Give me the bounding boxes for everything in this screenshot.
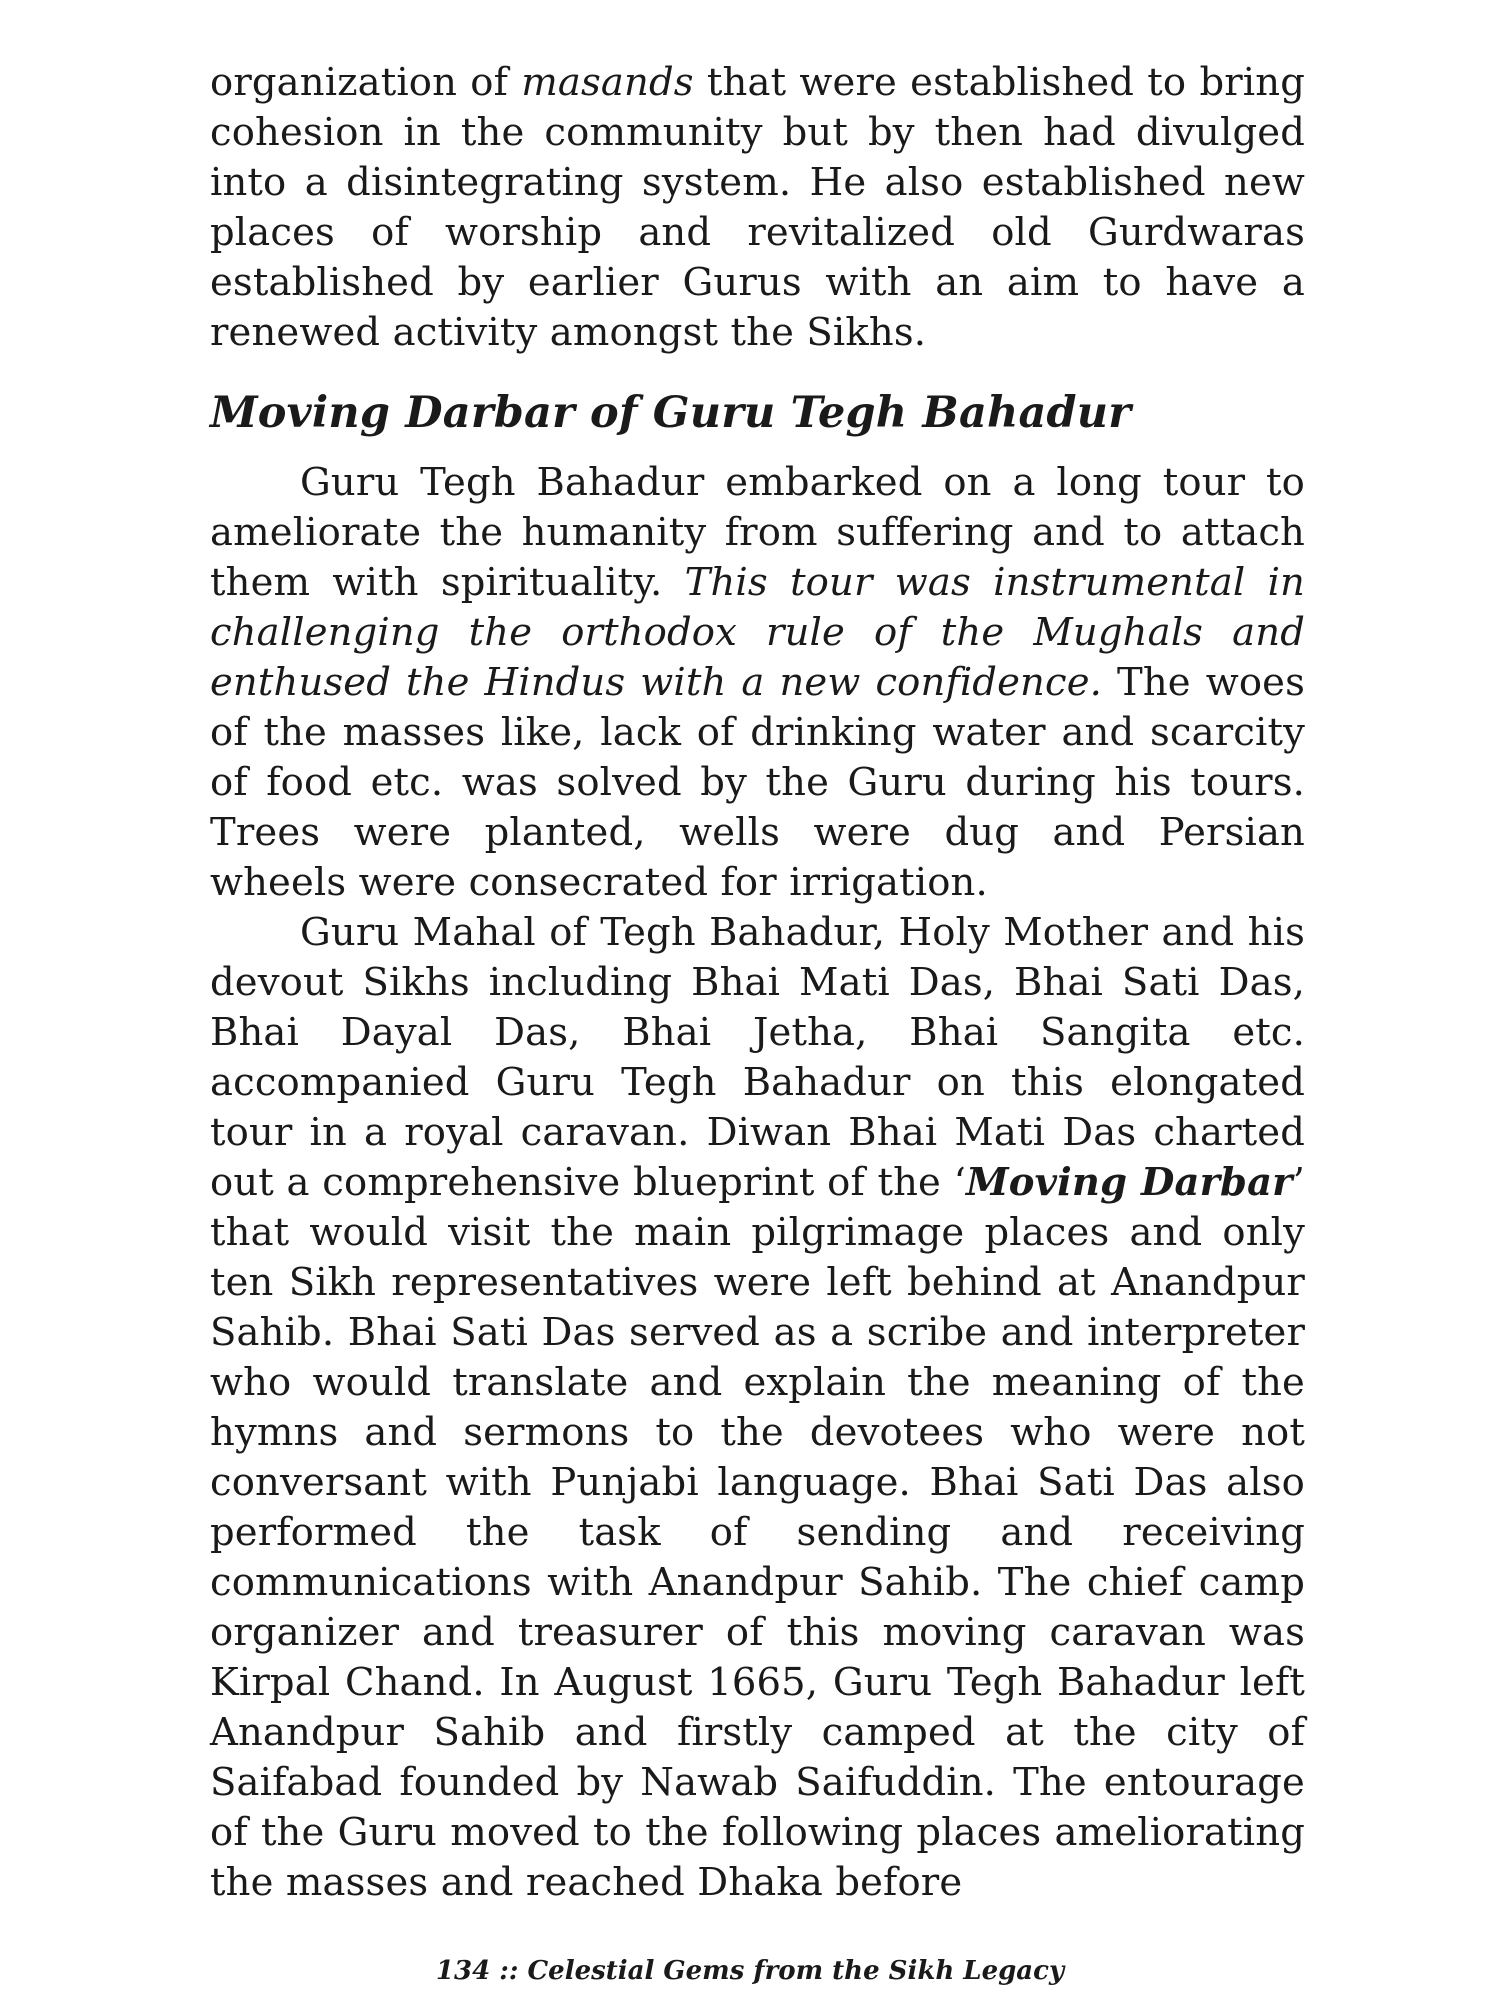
paragraph-masands bbox=[210, 58, 1305, 358]
section-body bbox=[210, 458, 1305, 1908]
text-run: Guru Mahal of Tegh Bahadur, Holy Mother and his devout Sikhs including Bhai Mati Das, Bhai Sati Das, Bhai Dayal Das, Bhai Jetha, Bhai Sangita etc. accompanied Guru Tegh Bahadur on this elongated tour in a royal caravan. Diwan Bhai Mati Das charted out a comprehensive blueprint of the ‘ bbox=[210, 910, 1305, 1205]
page-footer: 134 :: Celestial Gems from the Sikh Legacy bbox=[435, 1956, 1065, 1986]
section-heading: Moving Darbar of Guru Tegh Bahadur bbox=[210, 388, 1132, 438]
italic-term-masands: masands bbox=[521, 60, 694, 105]
italic-emphasis: This tour was instrumental in challenging the orthodox rule of the Mughals and enthused the Hindus with a new confidence. bbox=[210, 560, 1305, 705]
text-run: Guru Tegh Bahadur embarked on a long tour to ameliorate the humanity from suffering and to attach them with spirituality. bbox=[210, 460, 1305, 605]
paragraph-tour bbox=[210, 458, 1305, 908]
paragraph-caravan bbox=[210, 908, 1305, 1908]
bold-italic-term-moving-darbar: Moving Darbar bbox=[966, 1160, 1293, 1205]
text-run: organization of bbox=[210, 60, 522, 105]
text-run: The woes of the masses like, lack of drinking water and scarcity of food etc. was solved by the Guru during his tours. Trees were planted, wells were dug and Persian wheels were consecrated for irrigation. bbox=[210, 660, 1305, 905]
text-run: that were established to bring cohesion in the community but by then had divulged into a disintegrating system. He also established new places of worship and revitalized old Gurdwaras established by earlier Gurus with an aim to have a renewed activity amongst the Sikhs. bbox=[210, 60, 1305, 355]
text-run: ’ that would visit the main pilgrimage places and only ten Sikh representatives were left behind at Anandpur Sahib. Bhai Sati Das served as a scribe and interpreter who would translate and explain the meaning of the hymns and sermons to the devotees who were not conversant with Punjabi language. Bhai Sati Das also performed the task of sending and receiving communications with Anandpur Sahib. The chief camp organizer and treasurer of this moving caravan was Kirpal Chand. In August 1665, Guru Tegh Bahadur left Anandpur Sahib and firstly camped at the city of Saifabad founded by Nawab Saifuddin. The entourage of the Guru moved to the following places ameliorating the masses and reached Dhaka before bbox=[210, 1160, 1306, 1905]
paragraph-intro bbox=[210, 58, 1305, 358]
